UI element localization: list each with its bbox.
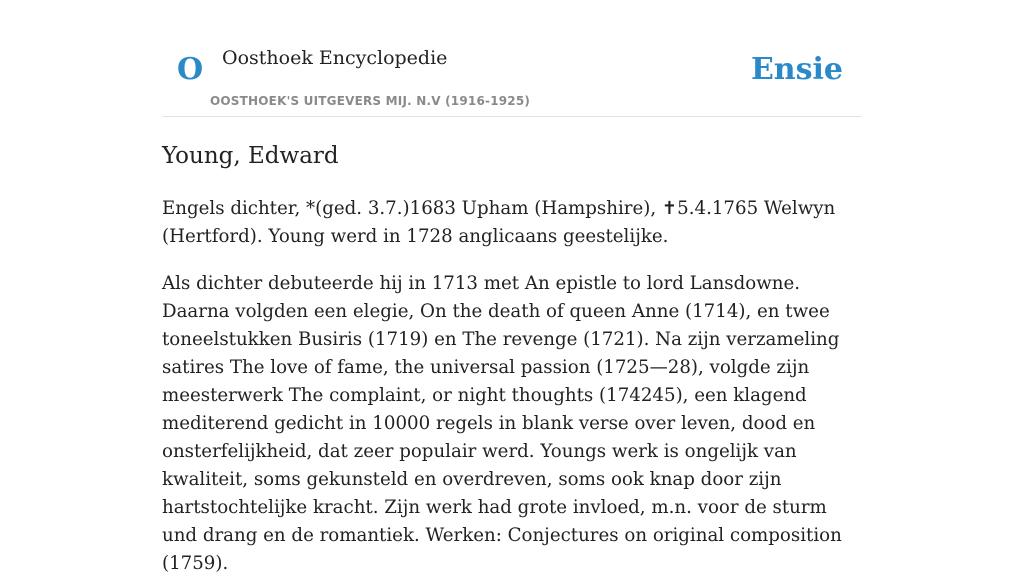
article-paragraph: Engels dichter, *(ged. 3.7.)1683 Upham (Hampshire), ✝5.4.1765 Welwyn (Hertford). Young werd in 1728 anglicaans geestelijke. [162, 198, 836, 247]
site-header [162, 0, 862, 117]
article-paragraph: Als dichter debuteerde hij in 1713 met An epistle to lord Lansdowne. Daarna volgden een elegie, On the death of queen Anne (1714), en twee toneelstukken Busiris (1719) en The revenge (1721). Na zijn verzameling satires The love of fame, the universal passion (1725—28), volgde zijn meesterwerk The complaint, or night thoughts (174245), een klagend mediterend gedicht in 10000 regels in blank verse over leven, dood en onsterfelijkheid, dat zeer populair werd. Youngs werk is ongelijk van kwaliteit, soms gekunsteld en overdreven, soms ook knap door zijn hartstochtelijke kracht. Zijn werk had grote invloed, m.n. voor de sturm und drang en de romantiek. Werken: Conjectures on original composition (1759). [162, 273, 842, 574]
publisher-subtitle: OOSTHOEK'S UITGEVERS MIJ. N.V (1916-1925) [210, 94, 531, 108]
site-logo[interactable]: O [177, 52, 204, 87]
article-title: Young, Edward [162, 143, 339, 169]
page [162, 0, 862, 578]
site-title[interactable]: Oosthoek Encyclopedie [222, 47, 448, 69]
brand-logo[interactable]: Ensie [750, 52, 843, 87]
